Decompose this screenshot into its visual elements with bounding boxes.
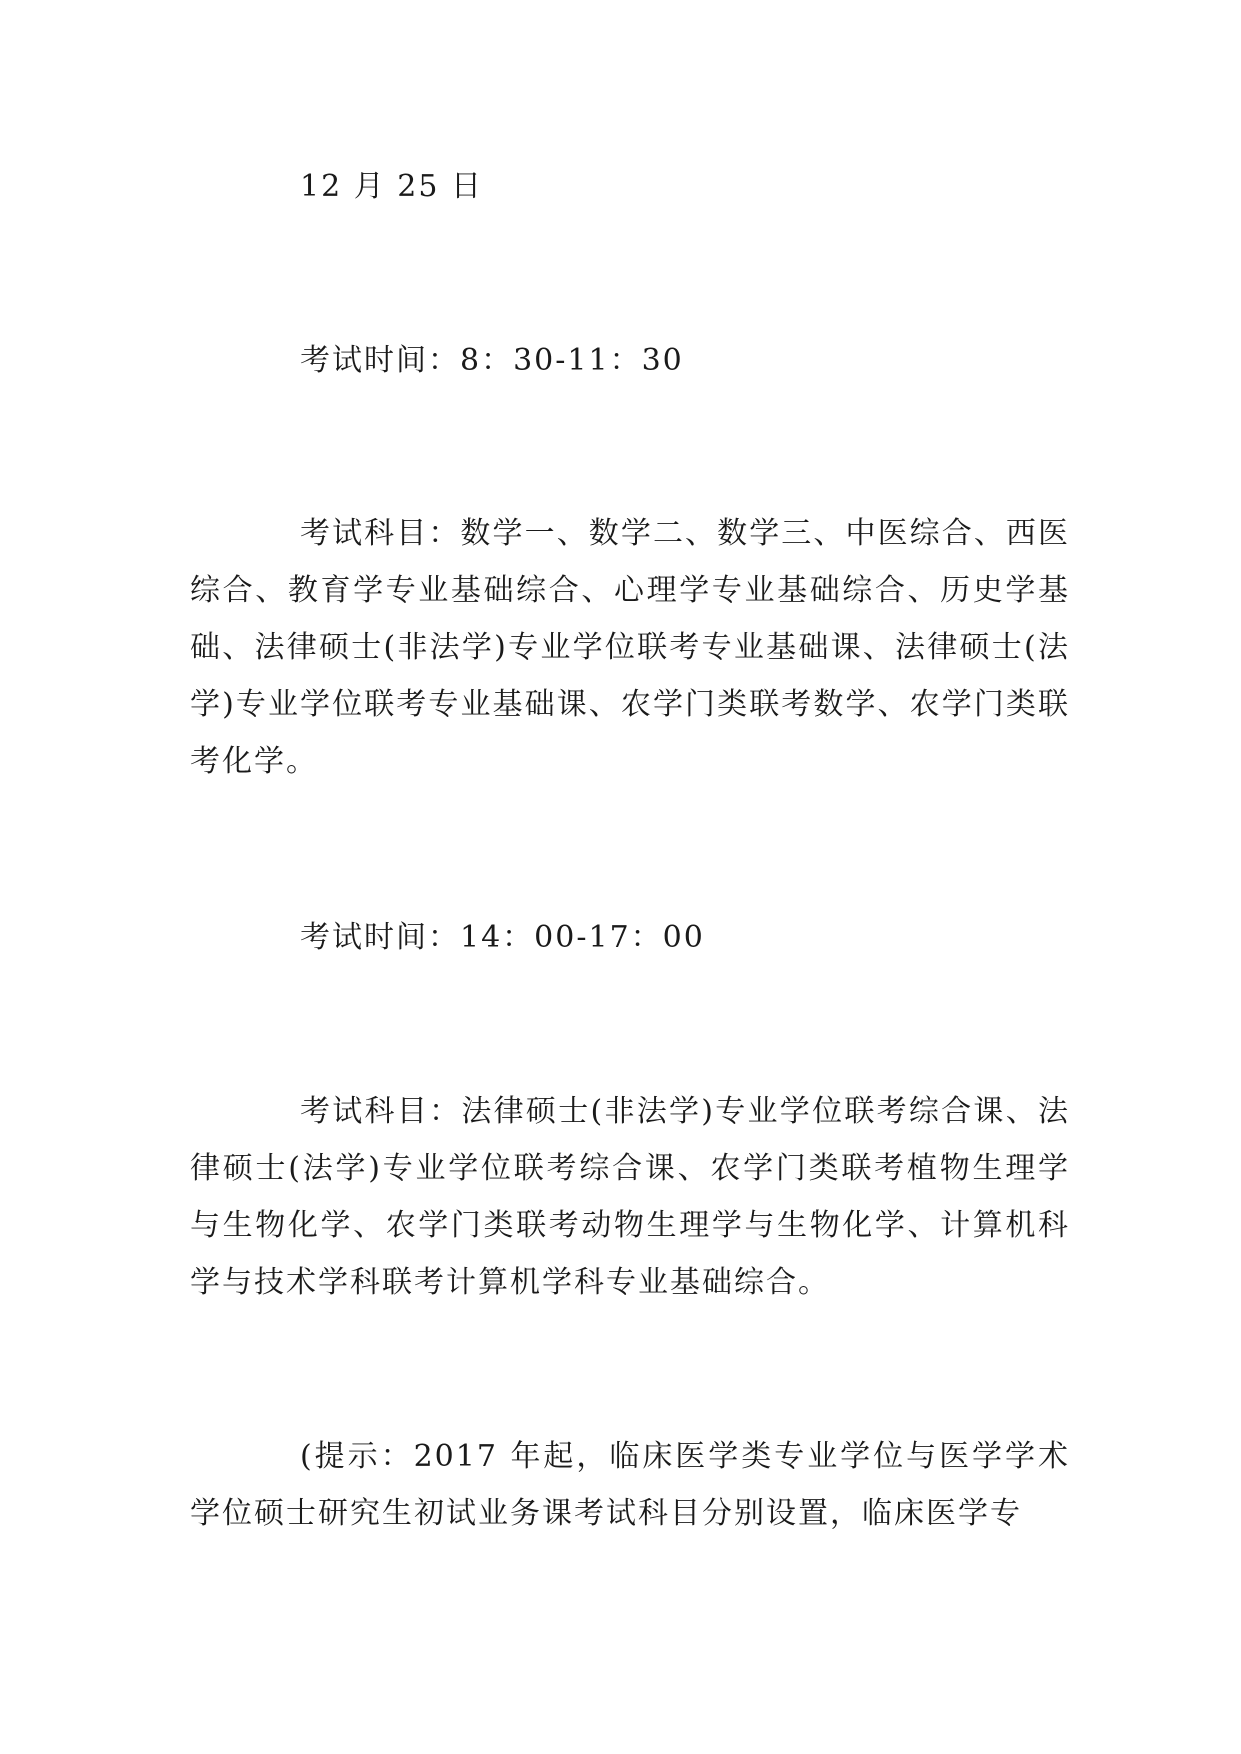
afternoon-exam-subjects: 考试科目：法律硕士(非法学)专业学位联考综合课、法律硕士(法学)专业学位联考综合课、农学门类联考植物生理学与生物化学、农学门类联考动物生理学与生物化学、计算机科学与技术学科联考计算机学科专业基础综合。 — [190, 1094, 1070, 1300]
exam-date: 12 月 25 日 — [300, 169, 483, 204]
morning-exam-time: 考试时间：8：30-11：30 — [300, 343, 684, 378]
afternoon-exam-time: 考试时间：14：00-17：00 — [300, 920, 705, 955]
exam-note: (提示：2017 年起，临床医学类专业学位与医学学术学位硕士研究生初试业务课考试科目分别设置，临床医学专 — [190, 1439, 1070, 1531]
morning-exam-subjects: 考试科目：数学一、数学二、数学三、中医综合、西医综合、教育学专业基础综合、心理学专业基础综合、历史学基础、法律硕士(非法学)专业学位联考专业基础课、法律硕士(法学)专业学位联考专业基础课、农学门类联考数学、农学门类联考化学。 — [190, 516, 1070, 779]
